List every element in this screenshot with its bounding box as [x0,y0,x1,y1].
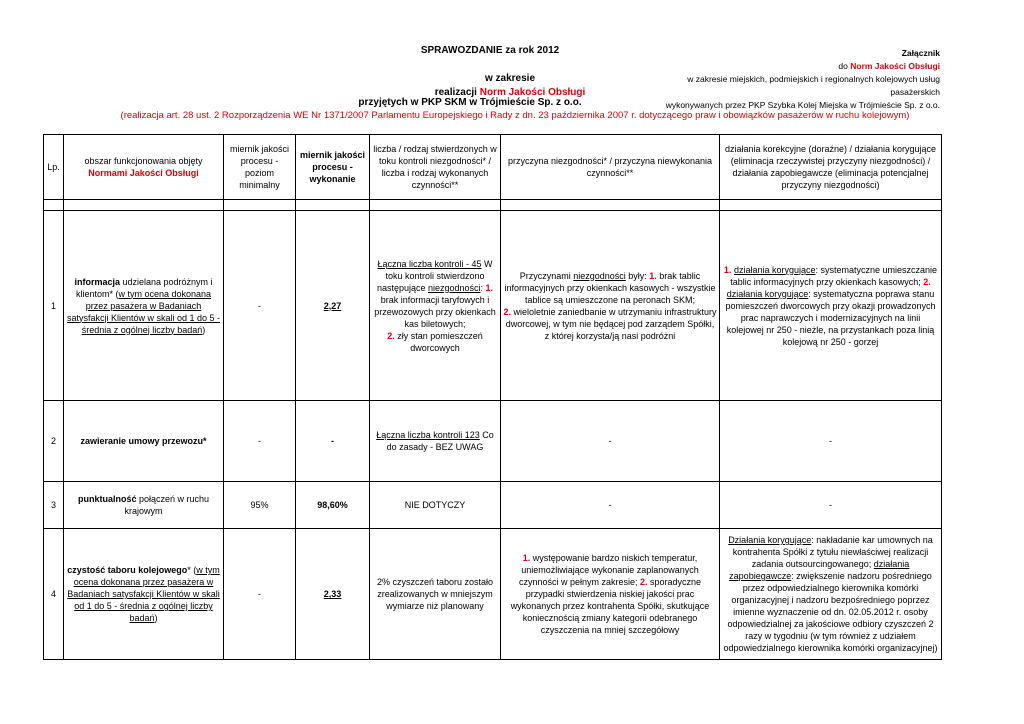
header-actions: działania korekcyjne (doraźne) / działania korygujące (eliminacja rzeczywistej przyczyny niezgodności) / działania zapobiegawcze (eliminacja potencjalnej przyczyny niezgodności) [720,135,942,200]
row3-area: punktualność połączeń w ruchu krajowym [64,482,224,529]
header-min-measure: miernik jakości procesu - poziom minimalny [224,135,296,200]
row1-actions: 1. działania korygujące: systematyczne umieszczanie tablic informacyjnych przy okienkach kasowych; 2. działania korygujące: systematyczna poprawa stanu pomieszczeń dworcowych przy okazji prowadzonych prac naprawczych i modernizacyjnych na linii kolejowej nr 250 - nieżle, na przystankach poza linią kolejową nr 250 - gorzej [720,211,942,401]
table-row [44,529,942,660]
annex-line2: wykonywanych przez PKP Szybka Kolej Miejska w Trójmieście Sp. z o.o. [665,100,940,110]
row3-exec: 98,60% [296,482,370,529]
row4-controls: 2% czyszczeń taboru zostało zrealizowanych w mniejszym wymiarze niż planowany [370,529,501,660]
header-area: obszar funkcjonowania objęty Normami Jakości Obsługi [64,135,224,200]
annex-block [640,47,940,112]
row2-controls: Łączna liczba kontroli 123 Co do zasady - BEZ UWAG [370,401,501,482]
row1-exec: 2,27 [296,211,370,401]
row3-lp: 3 [44,482,64,529]
row2-area: zawieranie umowy przewozu* [64,401,224,482]
row4-actions: Działania korygujące: nakładanie kar umownych na kontrahenta Spółki z tytułu niewłaściwej realizacji zadania outsourcingowanego; działania zapobiegawcze: zwiększenie nadzoru pośredniego przez odpowiedzialnego kierownika komórki organizacyjnej i nadzoru bezpośredniego poprzez imienne wyznaczenie od dn. 02.05.2012 r. osoby odpowiedzialnej za jakościowe odbiory czyszczeń 2 razy w tygodniu (w tym również z udziałem odpowiedzialnego kierownika komórki organizacyjnej) [720,529,942,660]
header-row [44,135,942,200]
header-measure-exec: miernik jakości procesu - wykonanie [296,135,370,200]
report-table [43,134,942,660]
norms-red: Norm Jakości Obsługi [479,87,586,98]
spacer-row [44,200,942,211]
annex-to: do Norm Jakości Obsługi [838,61,940,71]
realization-line: realizacji Norm Jakości Obsługi [434,87,586,98]
scope-block [400,72,620,100]
row1-min: - [224,211,296,401]
annex-line1: w zakresie miejskich, podmiejskich i regionalnych kolejowych usług pasażerskich [687,74,940,97]
row1-lp: 1 [44,211,64,401]
row2-lp: 2 [44,401,64,482]
row1-area: informacja udzielana podróżnym i klientom* (w tym ocena dokonana przez pasażera w Badaniach satysfakcji Klientów w skali od 1 do 5 - średnia z ogólnej liczby badań) [64,211,224,401]
annex-title: Załącznik [901,48,940,58]
scope-label: w zakresie [484,73,536,84]
row1-controls: Łączna liczba kontroli - 45 W toku kontroli stwierdzono następujące niezgodności: 1. brak informacji taryfowych i przewozowych przy okienkach kas biletowych; 2. zły stan pomieszczeń dworcowych [370,211,501,401]
report-title: SPRAWOZDANIE za rok 2012 [420,45,560,56]
table-row [44,482,942,529]
row4-lp: 4 [44,529,64,660]
row2-actions: - [720,401,942,482]
row4-min: - [224,529,296,660]
row2-min: - [224,401,296,482]
header-controls: liczba / rodzaj stwierdzonych w toku kontroli niezgodności* / liczba i rodzaj wykonanych czynności** [370,135,501,200]
header-lp: Lp. [44,135,64,200]
row1-cause: Przyczynami niezgodności były: 1. brak tablic informacyjnych przy okienkach kasowych - wszystkie tablice są umieszczone na peronach SKM; 2. wieloletnie zaniedbanie w utrzymaniu infrastruktury dworcowej, w tym nie będącej pod zarządem Spółki, z której korzysta/ją nasi podróżni [501,211,720,401]
row2-cause: - [501,401,720,482]
legal-basis: (realizacja art. 28 ust. 2 Rozporządzenia WE Nr 1371/2007 Parlamentu Europejskiego i Rady z dn. 23 października 2007 r. dotyczącego praw i obowiązków pasażerów w ruchu kolejowym) [120,110,910,121]
table-row [44,211,942,401]
row3-actions: - [720,482,942,529]
adopted-line: przyjętych w PKP SKM w Trójmieście Sp. z o.o. [358,97,582,108]
row4-exec: 2,33 [296,529,370,660]
row4-area: czystość taboru kolejowego* (w tym ocena dokonana przez pasażera w Badaniach satysfakcji Klientów w skali od 1 do 5 - średnia z ogólnej liczby badań) [64,529,224,660]
header-cause: przyczyna niezgodności* / przyczyna niewykonania czynności** [501,135,720,200]
row2-exec: - [296,401,370,482]
table-row [44,401,942,482]
row4-cause: 1. występowanie bardzo niskich temperatur, uniemożliwiające wykonanie zaplanowanych czynności w pełnym zakresie; 2. sporadyczne przypadki stwierdzenia niskiej jakości prac wykonanych przez kontrahenta Spółki, skutkujące koniecznością zmiany kategorii odebranego czyszczenia na mniej szczegółowy [501,529,720,660]
row3-cause: - [501,482,720,529]
row3-controls: NIE DOTYCZY [370,482,501,529]
row3-min: 95% [224,482,296,529]
